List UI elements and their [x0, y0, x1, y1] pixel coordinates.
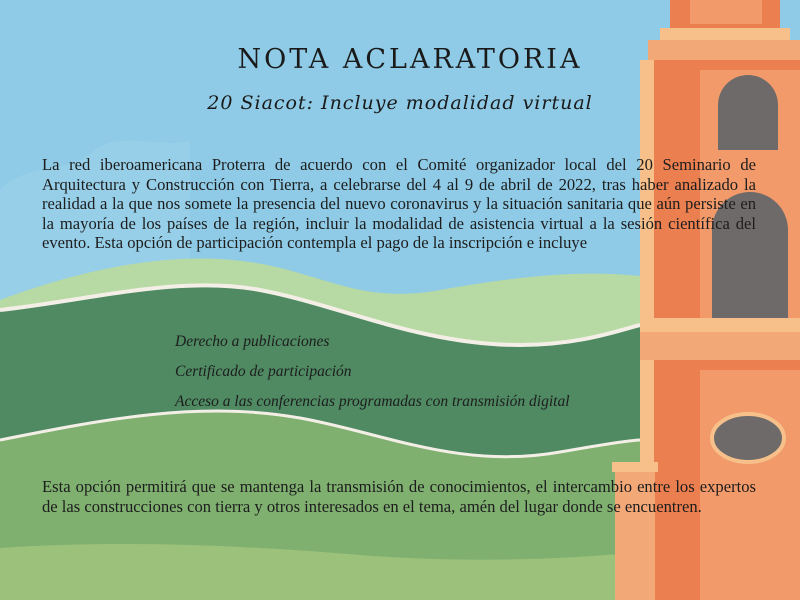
benefit-conferences: Acceso a las conferencias programadas con transmisión digital	[175, 393, 570, 410]
benefits-list	[175, 330, 570, 420]
benefit-certificate: Certificado de participación	[175, 363, 352, 380]
page-title: NOTA ACLARATORIA	[237, 44, 583, 75]
benefit-publications: Derecho a publicaciones	[175, 333, 330, 350]
intro-paragraph: La red iberoamericana Proterra de acuerdo con el Comité organizador local del 20 Seminario de Arquitectura y Construcción con Tierra, a celebrarse del 4 al 9 de abril de 2022, tras haber analizado la realidad a la que nos somete la presencia del nuevo coronavirus y la situación sanitaria que aún persiste en la mayoría de los países de la región, incluir la modalidad de asistencia virtual a la sesión científica del evento. Esta opción de participación contempla el pago de la inscripción e incluye	[42, 155, 756, 252]
closing-paragraph: Esta opción permitirá que se mantenga la transmisión de conocimientos, el intercambio entre los expertos de las construcciones con tierra y otros interesados en el tema, amén del lugar donde se encuentren.	[42, 477, 756, 516]
page-subtitle: 20 Siacot: Incluye modalidad virtual	[207, 92, 593, 114]
